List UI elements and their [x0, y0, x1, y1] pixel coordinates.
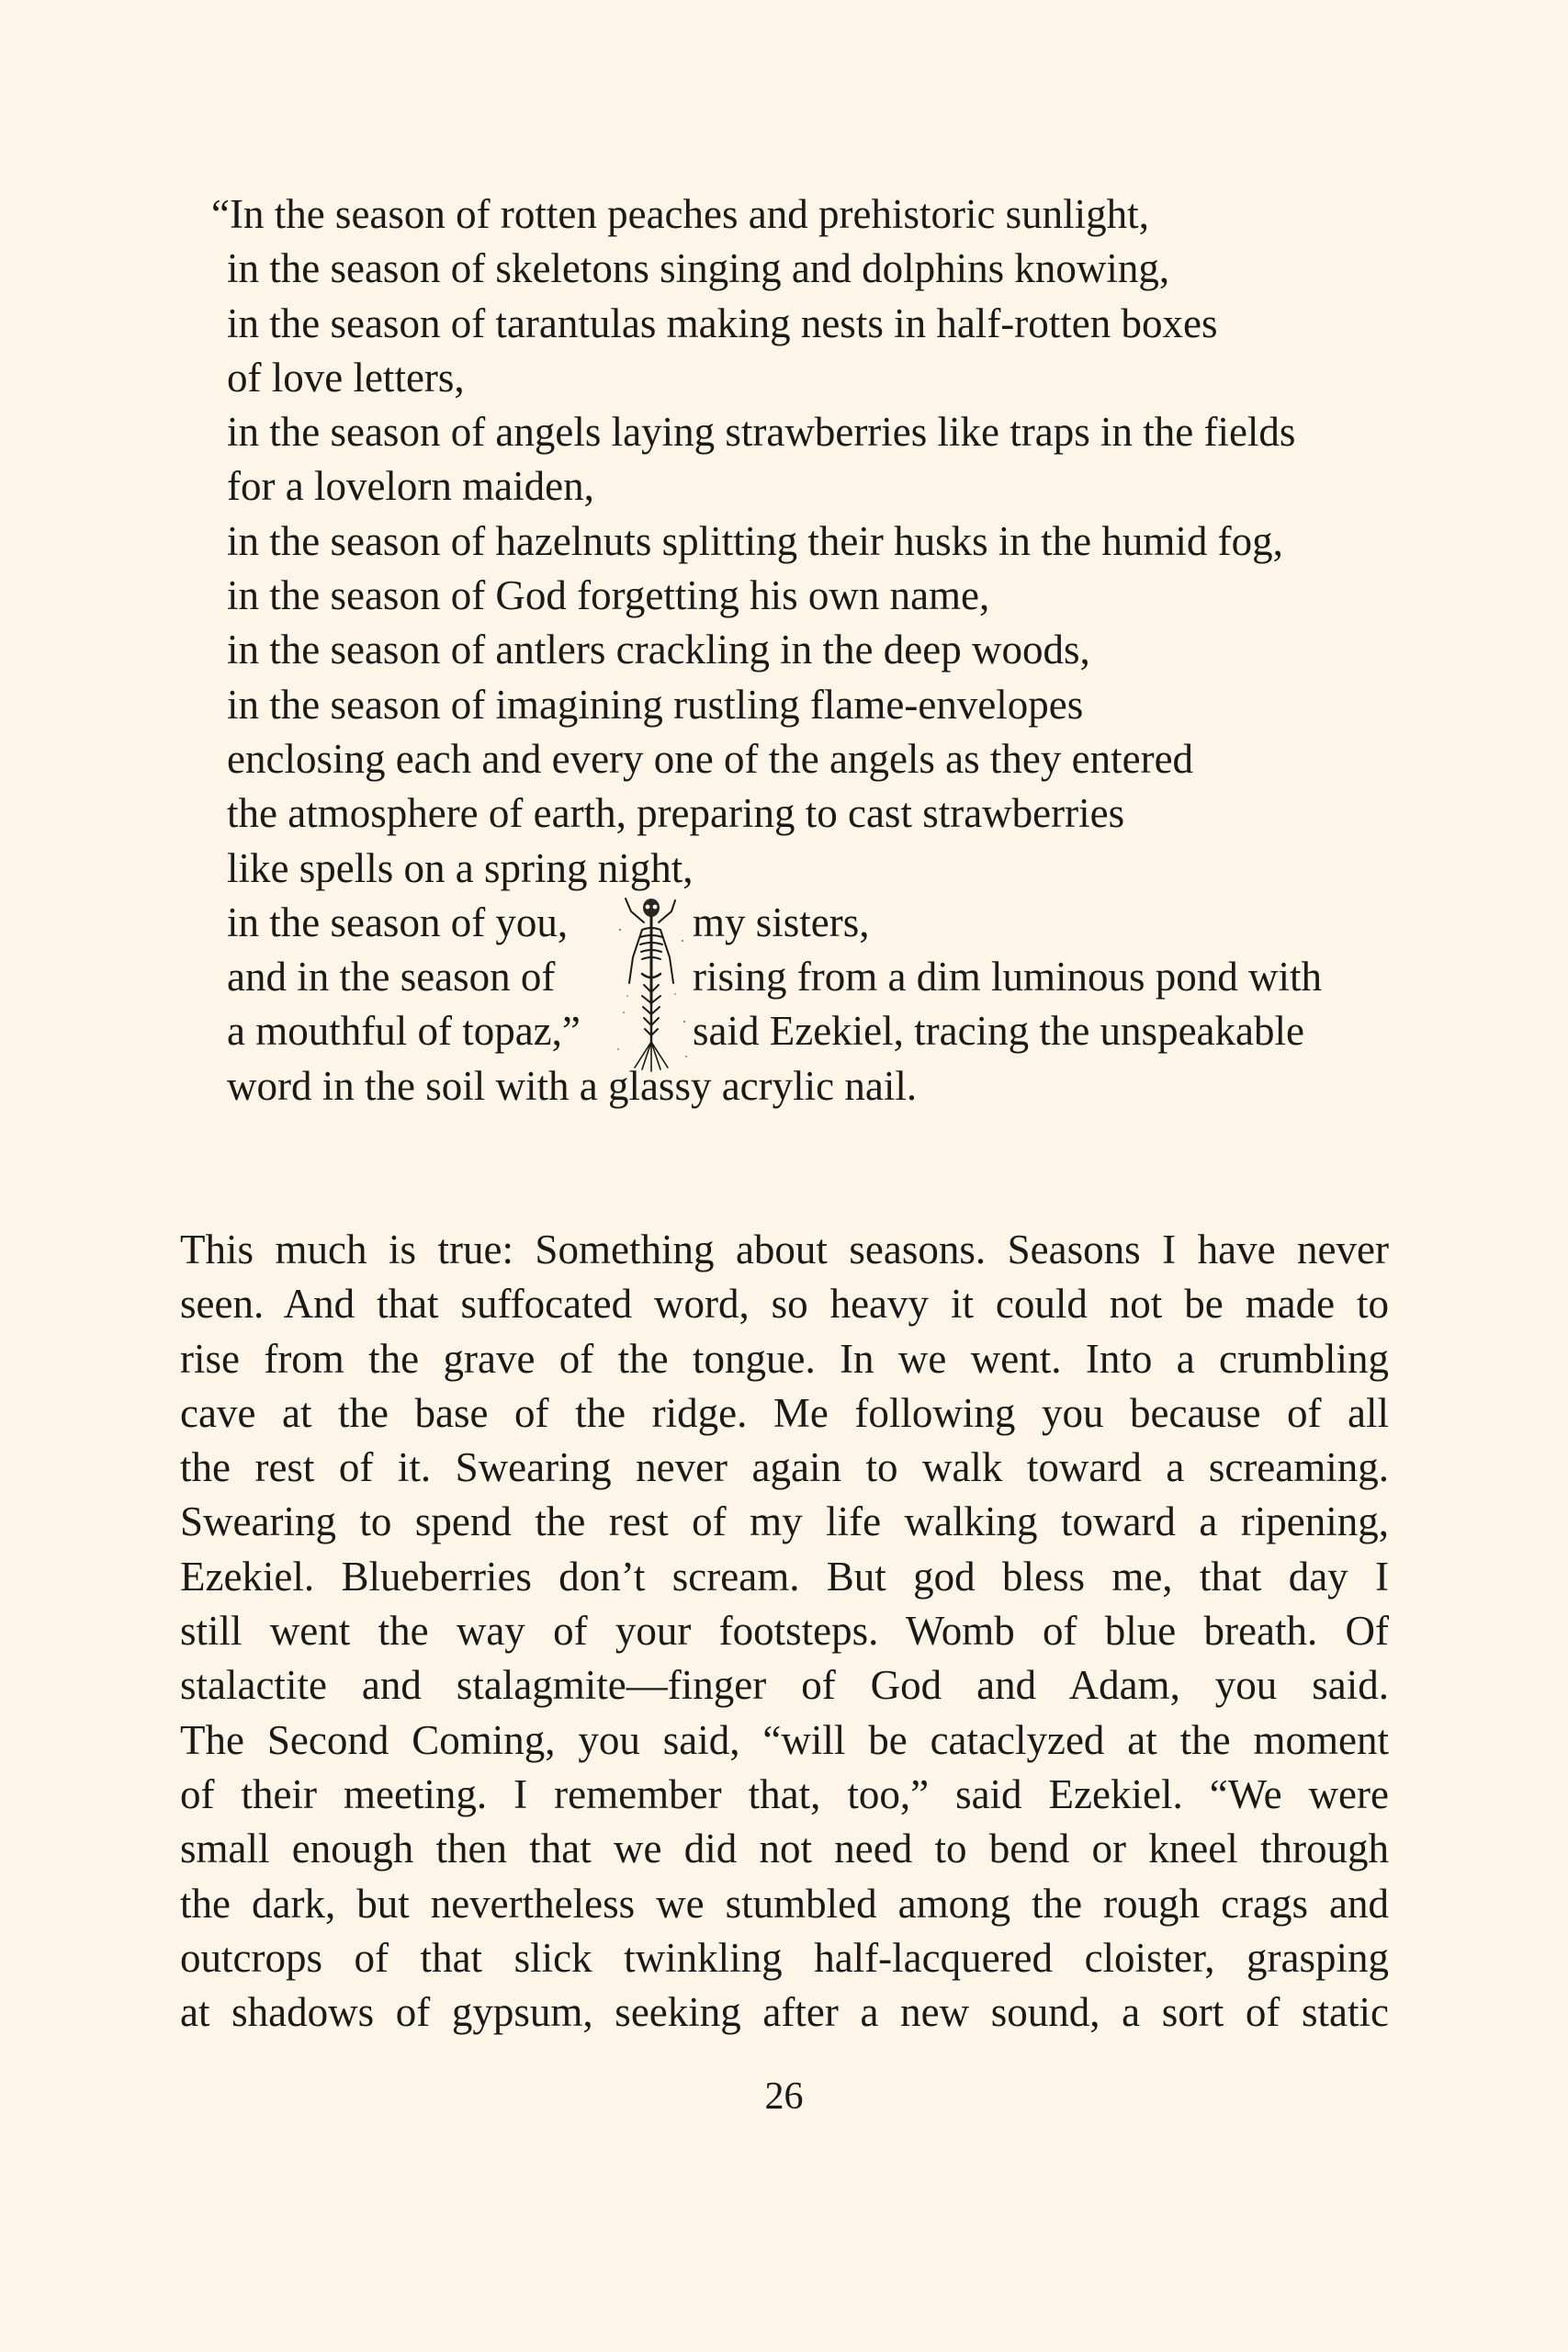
- poem-line: like spells on a spring night,: [227, 844, 694, 891]
- poem-line: enclosing each and every one of the angels as they entered: [227, 735, 1194, 782]
- prose-line: cave at the base of the ridge. Me following you because of all: [180, 1389, 1389, 1436]
- prose-line: seen. And that suffocated word, so heavy it could not be made to: [180, 1281, 1389, 1328]
- prose-line: outcrops of that slick twinkling half-lacquered cloister, grasping: [180, 1934, 1389, 1981]
- prose-line: the dark, but nevertheless we stumbled among the rough crags and: [180, 1880, 1389, 1927]
- poem-line: for a lovelorn maiden,: [227, 463, 594, 510]
- prose-line: small enough then that we did not need to bend or kneel through: [180, 1826, 1389, 1872]
- prose-line: This much is true: Something about seasons. Seasons I have never: [180, 1227, 1389, 1272]
- poem-line: “In the season of rotten peaches and prehistoric sunlight,: [211, 191, 1149, 237]
- poem-line-after-figure: said Ezekiel, tracing the unspeakable: [693, 1008, 1304, 1055]
- page-number: 26: [764, 2075, 804, 2118]
- prose-paragraph: [180, 1223, 1389, 2040]
- poem-line-after-figure: rising from a dim luminous pond with: [693, 954, 1322, 1001]
- poem-line: in the season of angels laying strawberries like traps in the fields: [227, 409, 1296, 456]
- poem-line: in the season of hazelnuts splitting their husks in the humid fog,: [227, 517, 1283, 564]
- poem-line: in the season of imagining rustling flame-envelopes: [227, 681, 1084, 728]
- prose-line: of their meeting. I remember that, too,” said Ezekiel. “We were: [180, 1770, 1389, 1817]
- poem-line: in the season of skeletons singing and dolphins knowing,: [227, 245, 1170, 292]
- prose-line: Ezekiel. Blueberries don’t scream. But god bless me, that day I: [180, 1553, 1389, 1600]
- poem-line-split: [211, 896, 1424, 950]
- poem-line: word in the soil with a glassy acrylic nail.: [227, 1062, 918, 1109]
- skeleton-mermaid-icon: [611, 893, 694, 1077]
- poem-line: in the season of tarantulas making nests in half-rotten boxes: [227, 300, 1218, 346]
- poem-line: the atmosphere of earth, preparing to cast strawberries: [227, 790, 1125, 837]
- prose-line: The Second Coming, you said, “will be cataclyzed at the moment: [180, 1716, 1389, 1763]
- prose-line: Swearing to spend the rest of my life walking toward a ripening,: [180, 1498, 1389, 1545]
- prose-line: stalactite and stalagmite—finger of God and Adam, you said.: [180, 1662, 1389, 1709]
- poem-line-split: [211, 950, 1424, 1004]
- prose-line: the rest of it. Swearing never again to walk toward a screaming.: [180, 1444, 1389, 1491]
- poem-line: of love letters,: [227, 354, 465, 401]
- poem-line-before-figure: and in the season of: [227, 954, 556, 1001]
- poem-line: in the season of antlers crackling in the deep woods,: [227, 627, 1090, 673]
- poem-line-split: [211, 1004, 1424, 1058]
- poem-block: [211, 187, 1424, 1114]
- poem-line-before-figure: in the season of you,: [227, 899, 569, 945]
- poem-line-before-figure: a mouthful of topaz,”: [227, 1008, 581, 1055]
- poem-line-after-figure: my sisters,: [693, 899, 870, 945]
- prose-line: at shadows of gypsum, seeking after a new sound, a sort of static: [180, 1989, 1389, 2036]
- prose-line: still went the way of your footsteps. Womb of blue breath. Of: [180, 1608, 1389, 1655]
- prose-line: rise from the grave of the tongue. In we went. Into a crumbling: [180, 1335, 1389, 1382]
- poem-line: in the season of God forgetting his own name,: [227, 572, 990, 619]
